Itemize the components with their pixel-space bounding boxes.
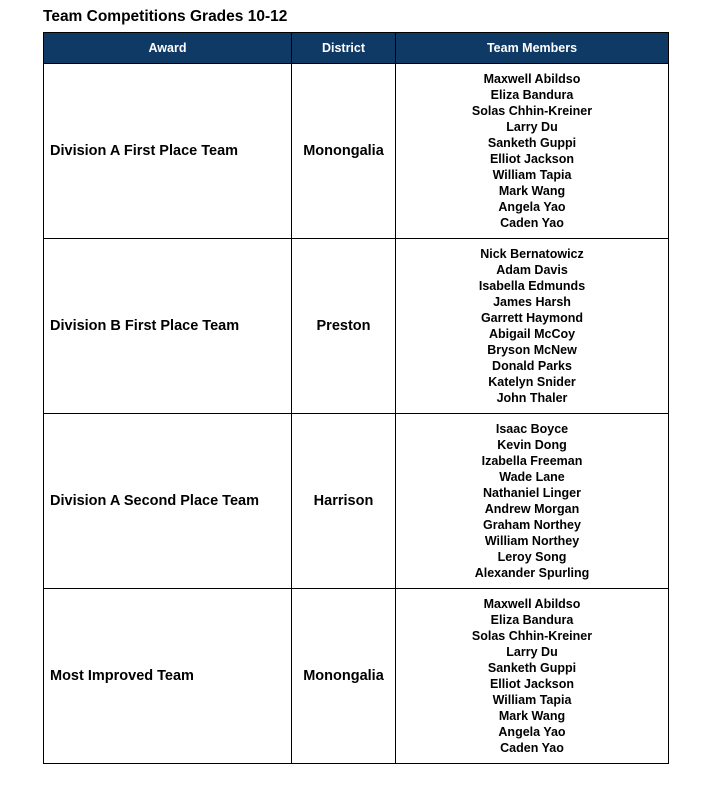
team-member-name: Elliot Jackson <box>489 677 575 691</box>
team-member-name: Graham Northey <box>483 518 581 532</box>
team-member-name: Eliza Bandura <box>490 613 574 627</box>
page-title: Team Competitions Grades 10-12 <box>43 8 288 25</box>
table-row <box>44 64 669 239</box>
team-member-name: Isabella Edmunds <box>478 279 586 293</box>
team-member-list <box>396 246 668 406</box>
team-member-name: Angela Yao <box>498 725 566 739</box>
team-member-name: Mark Wang <box>498 184 566 198</box>
team-member-name: Caden Yao <box>500 741 564 755</box>
team-member-name: Adam Davis <box>496 263 568 277</box>
team-member-name: Andrew Morgan <box>484 502 580 516</box>
team-member-name: Nathaniel Linger <box>483 486 581 500</box>
team-member-name: Izabella Freeman <box>481 454 583 468</box>
team-member-name: Solas Chhin-Kreiner <box>471 104 593 118</box>
table-row <box>44 239 669 414</box>
team-member-name: Leroy Song <box>497 550 567 564</box>
award-name-cell: Division A Second Place Team <box>44 414 292 589</box>
team-members-cell <box>396 414 669 589</box>
header-row <box>44 33 669 64</box>
team-members-cell <box>396 64 669 239</box>
team-member-name: Solas Chhin-Kreiner <box>471 629 593 643</box>
team-members-cell <box>396 239 669 414</box>
team-member-name: Maxwell Abildso <box>483 72 581 86</box>
team-member-name: Donald Parks <box>492 359 572 373</box>
team-member-name: William Northey <box>484 534 580 548</box>
award-name-cell: Division B First Place Team <box>44 239 292 414</box>
team-member-name: Wade Lane <box>499 470 565 484</box>
team-member-name: Mark Wang <box>498 709 566 723</box>
district-cell: Preston <box>292 239 396 414</box>
team-member-name: James Harsh <box>493 295 571 309</box>
team-member-name: Eliza Bandura <box>490 88 574 102</box>
team-member-name: Sanketh Guppi <box>487 661 577 675</box>
header-district: District <box>292 33 396 64</box>
team-member-name: John Thaler <box>496 391 568 405</box>
team-member-name: Larry Du <box>506 645 558 659</box>
table-row <box>44 589 669 764</box>
table-body <box>44 64 669 764</box>
team-member-name: Larry Du <box>506 120 558 134</box>
awards-table <box>43 32 669 764</box>
team-member-name: Caden Yao <box>500 216 564 230</box>
team-member-name: Katelyn Snider <box>488 375 576 389</box>
team-member-name: Abigail McCoy <box>488 327 576 341</box>
table-row <box>44 414 669 589</box>
team-member-name: Sanketh Guppi <box>487 136 577 150</box>
team-member-name: Kevin Dong <box>497 438 567 452</box>
team-member-name: Bryson McNew <box>487 343 577 357</box>
header-award: Award <box>44 33 292 64</box>
award-name-cell: Most Improved Team <box>44 589 292 764</box>
team-member-name: Garrett Haymond <box>480 311 584 325</box>
team-member-name: Nick Bernatowicz <box>480 247 584 261</box>
team-member-name: Maxwell Abildso <box>483 597 581 611</box>
district-cell: Harrison <box>292 414 396 589</box>
table-header <box>44 33 669 64</box>
team-member-name: Isaac Boyce <box>495 422 569 436</box>
team-member-name: Elliot Jackson <box>489 152 575 166</box>
district-cell: Monongalia <box>292 64 396 239</box>
team-member-list <box>396 421 668 581</box>
team-member-name: William Tapia <box>492 693 572 707</box>
header-team-members: Team Members <box>396 33 669 64</box>
team-member-list <box>396 596 668 756</box>
team-member-name: William Tapia <box>492 168 572 182</box>
team-member-list <box>396 71 668 231</box>
district-cell: Monongalia <box>292 589 396 764</box>
award-name-cell: Division A First Place Team <box>44 64 292 239</box>
team-member-name: Alexander Spurling <box>474 566 590 580</box>
team-member-name: Angela Yao <box>498 200 566 214</box>
team-members-cell <box>396 589 669 764</box>
